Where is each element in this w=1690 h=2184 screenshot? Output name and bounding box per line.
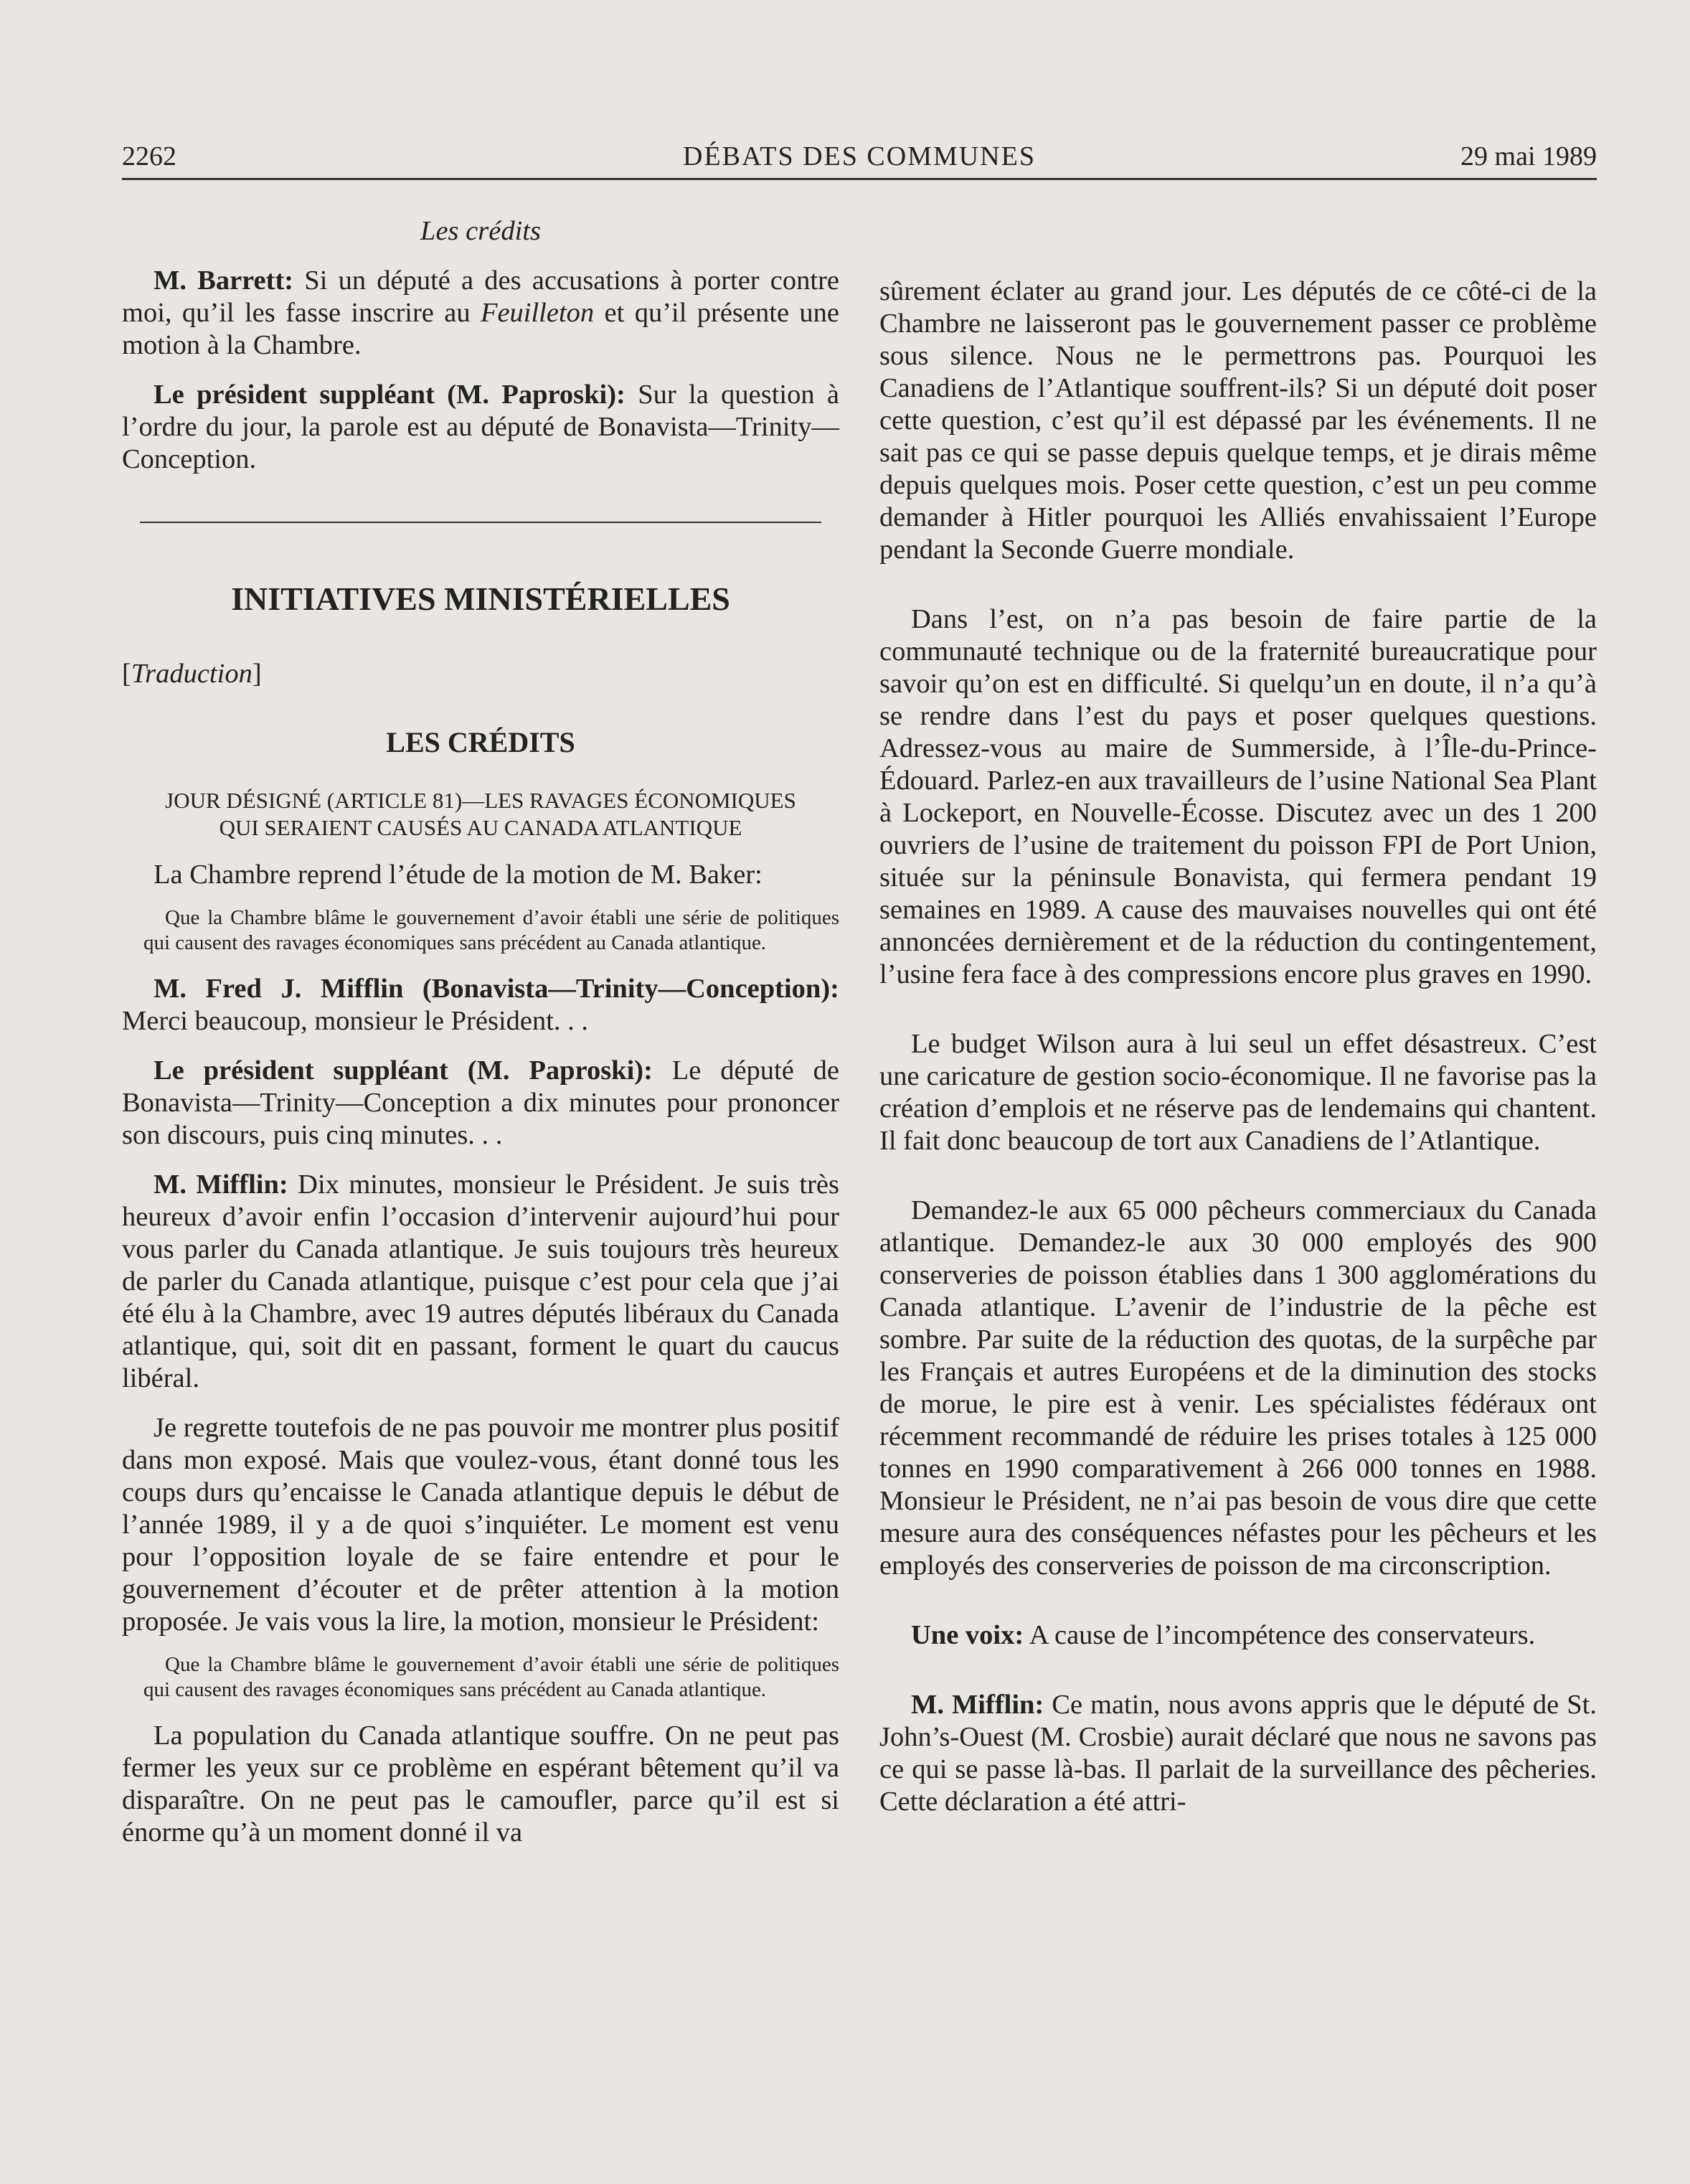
- motion-quote: Que la Chambre blâme le gouvernement d’avoir établi une série de politiques qui causent des ravages économiques sans précédent au Canada atlantique.: [143, 906, 839, 954]
- page-number: 2262: [122, 141, 176, 171]
- left-column: [122, 215, 839, 1849]
- speaker-name: M. Fred J. Mifflin (Bonavista—Trinity—Conception):: [154, 974, 839, 1004]
- paragraph: M. Mifflin: Ce matin, nous avons appris que le député de St. John’s-Ouest (M. Crosbie) aurait déclaré que nous ne savons pas ce qui se passe là-bas. Il parlait de la surveillance des pêcheries. Cette déclaration a été attri-: [879, 1690, 1597, 1817]
- page-header: [122, 141, 1597, 180]
- paragraph: M. Barrett: Si un député a des accusations à porter contre moi, qu’il les fasse inscrire au Feuilleton et qu’il présente une motion à la Chambre.: [122, 265, 839, 360]
- paragraph: Le budget Wilson aura à lui seul un effet désastreux. C’est une caricature de gestion socio-économique. Il ne favorise pas la création d’emplois et ne réserve pas de lendemains qui chantent. Il fait donc beaucoup de tort aux Canadiens de l’Atlantique.: [879, 1029, 1597, 1156]
- speaker-name: M. Mifflin:: [154, 1169, 288, 1200]
- paragraph: sûrement éclater au grand jour. Les députés de ce côté-ci de la Chambre ne laisseront pas le gouvernement passer ce problème sous silence. Nous ne le permettrons pas. Pourquoi les Canadiens de l’Atlantique souffrent-ils? Si un député doit poser cette question, c’est qu’il est dépassé par les événements. Il ne sait pas ce qui se passe depuis quelque temps, et je dirais même depuis quelques mois. Poser cette question, c’est un peu comme demander à Hitler pourquoi les Alliés envahissaient l’Europe pendant la Seconde Guerre mondiale.: [879, 276, 1597, 565]
- heading-main: INITIATIVES MINISTÉRIELLES: [231, 580, 730, 617]
- section-divider: [140, 522, 821, 523]
- speaker-name: Le président suppléant (M. Paproski):: [154, 380, 626, 410]
- publication-title: DÉBATS DES COMMUNES: [683, 141, 1036, 171]
- paragraph: Le président suppléant (M. Paproski): Sur la question à l’ordre du jour, la parole est au député de Bonavista—Trinity—Conception.: [122, 380, 839, 474]
- paragraph: M. Mifflin: Dix minutes, monsieur le Président. Je suis très heureux d’avoir enfin l’occasion d’intervenir aujourd’hui pour vous parler du Canada atlantique. Je suis toujours très heureux de parler du Canada atlantique, puisque c’est pour cela que j’ai été élu à la Chambre, avec 19 autres députés libéraux du Canada atlantique, qui, soit dit en passant, forment le quart du caucus libéral.: [122, 1169, 839, 1393]
- speaker-name: M. Barrett:: [154, 265, 294, 296]
- speaker-name: Une voix:: [911, 1620, 1024, 1650]
- page-date: 29 mai 1989: [1460, 141, 1597, 171]
- paragraph: Dans l’est, on n’a pas besoin de faire partie de la communauté technique ou de la fraternité bureaucratique pour savoir qu’on est en difficulté. Si quelqu’un en doute, il n’a qu’à se rendre dans l’est du pays et poser quelques questions. Adressez-vous au maire de Summerside, à l’Île-du-Prince-Édouard. Parlez-en aux travailleurs de l’usine National Sea Plant à Lockeport, en Nouvelle-Écosse. Discutez avec un des 1 200 ouvriers de l’usine de traitement du poisson FPI de Port Union, située sur la péninsule Bonavista, qui fermera pendant 19 semaines en 1989. A cause des mauvaises nouvelles qui ont été annoncées dernièrement et de la réduction du contingentement, l’usine fera face à des compressions encore plus graves en 1990.: [879, 604, 1597, 989]
- translation-note: [Traduction]: [122, 659, 262, 689]
- paragraph: Le président suppléant (M. Paproski): Le député de Bonavista—Trinity—Conception a dix minutes pour prononcer son discours, puis cinq minutes. . .: [122, 1055, 839, 1150]
- paragraph: Je regrette toutefois de ne pas pouvoir me montrer plus positif dans mon exposé. Mais que voulez-vous, étant donné tous les coups durs qu’encaisse le Canada atlantique depuis le début de l’année 1989, il y a de quoi s’inquiéter. Le moment est venu pour l’opposition loyale de se faire entendre et pour le gouvernement d’écouter et de prêter attention à la motion proposée. Je vais vous la lire, la motion, monsieur le Président:: [122, 1413, 839, 1637]
- right-column: [879, 276, 1597, 1818]
- heading-subtitle: JOUR DÉSIGNÉ (ARTICLE 81)—LES RAVAGES ÉCONOMIQUES QUI SERAIENT CAUSÉS AU CANADA ATLANTIQUE: [165, 788, 796, 840]
- heading-credits: LES CRÉDITS: [386, 726, 575, 758]
- motion-quote: Que la Chambre blâme le gouvernement d’avoir établi une série de politiques qui causent des ravages économiques sans précédent au Canada atlantique.: [143, 1653, 839, 1701]
- speaker-name: Le président suppléant (M. Paproski):: [154, 1055, 653, 1086]
- speaker-name: M. Mifflin:: [911, 1690, 1044, 1720]
- paragraph: Une voix: A cause de l’incompétence des conservateurs.: [911, 1620, 1536, 1650]
- paragraph: La Chambre reprend l’étude de la motion de M. Baker:: [154, 860, 763, 890]
- section-label: Les crédits: [420, 216, 541, 246]
- paragraph: M. Fred J. Mifflin (Bonavista—Trinity—Conception): Merci beaucoup, monsieur le Président. . .: [122, 974, 839, 1036]
- paragraph: La population du Canada atlantique souffre. On ne peut pas fermer les yeux sur ce problème en espérant bêtement qu’il va disparaître. On ne peut pas le camoufler, parce qu’il est si énorme qu’à un moment donné il va: [122, 1721, 839, 1848]
- paragraph: Demandez-le aux 65 000 pêcheurs commerciaux du Canada atlantique. Demandez-le aux 30 000 employés des 900 conserveries de poisson établies dans 1 300 agglomérations du Canada atlantique. L’avenir de l’industrie de la pêche est sombre. Par suite de la réduction des quotas, de la surpêche par les Français et autres Européens et de la diminution des stocks de morue, le pire est à venir. Les spécialistes fédéraux ont récemment recommandé de réduire les prises totales à 125 000 tonnes en 1990 comparativement à 266 000 tonnes en 1988. Monsieur le Président, ne n’ai pas besoin de vous dire que cette mesure aura des conséquences néfastes pour les pêcheurs et les employés des conserveries de poisson de ma circonscription.: [879, 1195, 1597, 1581]
